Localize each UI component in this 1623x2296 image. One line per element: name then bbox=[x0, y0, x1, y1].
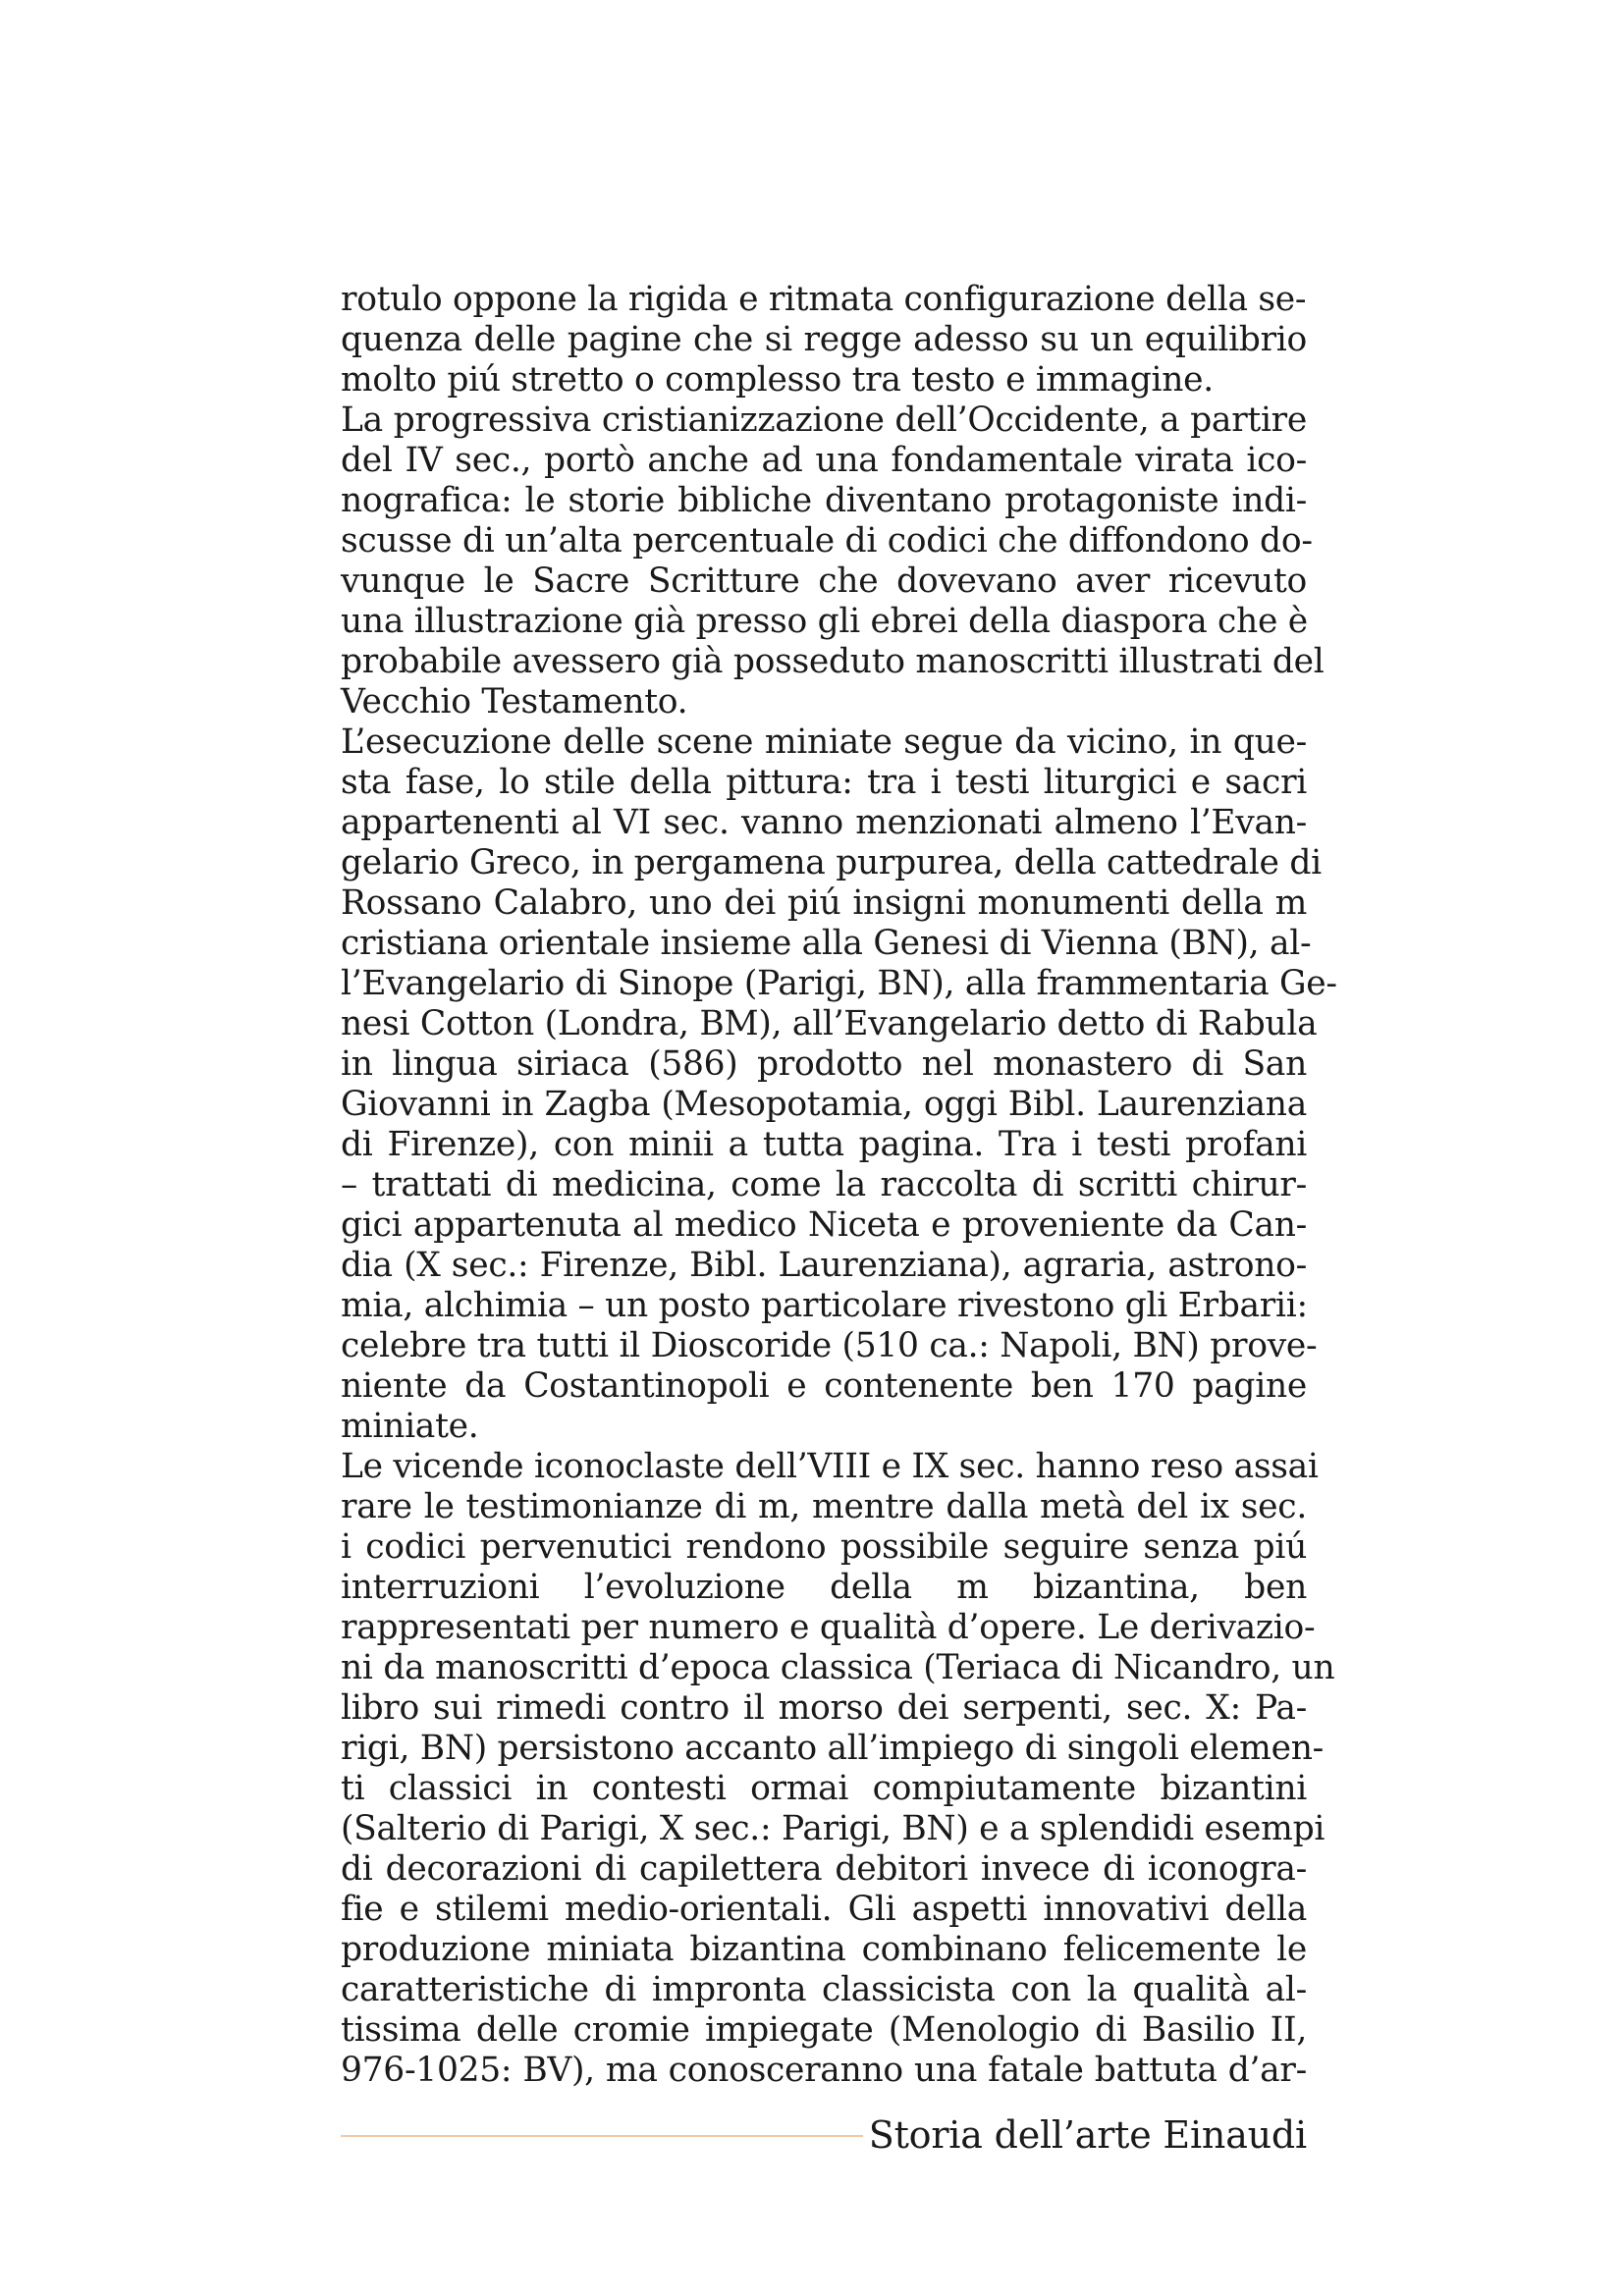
text-line-44: tissima delle cromie impiegate (Menologio di Basilio II, bbox=[341, 2010, 1307, 2050]
text-line-7: scusse di un’alta percentuale di codici che diffondono do- bbox=[341, 521, 1313, 561]
text-line-4: La progressiva cristianizzazione dell’Occidente, a partire bbox=[341, 400, 1307, 440]
text-line-36: libro sui rimedi contro il morso dei serpenti, sec. X: Pa- bbox=[341, 1688, 1307, 1728]
text-line-43: caratteristiche di impronta classicista con la qualità al- bbox=[341, 1970, 1307, 2009]
text-line-14: appartenenti al VI sec. vanno menzionati almeno l’Evan- bbox=[341, 803, 1307, 842]
body-text bbox=[341, 280, 1337, 2091]
text-line-26: mia, alchimia – un posto particolare rivestono gli Erbarii: bbox=[341, 1286, 1308, 1325]
text-line-23: – trattati di medicina, come la raccolta di scritti chirur- bbox=[341, 1165, 1307, 1204]
text-line-17: cristiana orientale insieme alla Genesi di Vienna (BN), al- bbox=[341, 924, 1312, 963]
text-line-5: del IV sec., portò anche ad una fondamentale virata ico- bbox=[341, 441, 1307, 480]
text-line-37: rigi, BN) persistono accanto all’impiego di singoli elemen- bbox=[341, 1729, 1324, 1768]
text-line-10: probabile avessero già posseduto manoscritti illustrati del bbox=[341, 642, 1325, 681]
text-line-21: Giovanni in Zagba (Mesopotamia, oggi Bibl. Laurenziana bbox=[341, 1085, 1307, 1124]
text-line-11: Vecchio Testamento. bbox=[341, 682, 688, 721]
text-line-40: di decorazioni di capilettera debitori invece di iconogra- bbox=[341, 1849, 1307, 1889]
text-line-31: rare le testimonianze di m, mentre dalla metà del ix sec. bbox=[341, 1487, 1307, 1526]
text-line-29: miniate. bbox=[341, 1407, 479, 1446]
text-line-18: l’Evangelario di Sinope (Parigi, BN), alla frammentaria Ge- bbox=[341, 964, 1337, 1003]
text-line-41: fie e stilemi medio-orientali. Gli aspetti innovativi della bbox=[341, 1890, 1307, 1929]
text-line-12: L’esecuzione delle scene miniate segue da vicino, in que- bbox=[341, 722, 1307, 762]
text-line-38: ti classici in contesti ormai compiutamente bizantini bbox=[341, 1769, 1307, 1808]
text-line-1: rotulo oppone la rigida e ritmata configurazione della se- bbox=[341, 280, 1307, 319]
text-line-32: i codici pervenutici rendono possibile seguire senza piú bbox=[341, 1527, 1307, 1567]
footer-rule bbox=[341, 2135, 863, 2137]
text-line-19: nesi Cotton (Londra, BM), all’Evangelario detto di Rabula bbox=[341, 1004, 1318, 1043]
text-line-30: Le vicende iconoclaste dell’VIII e IX sec. hanno reso assai bbox=[341, 1447, 1319, 1486]
text-line-2: quenza delle pagine che si regge adesso su un equilibrio bbox=[341, 320, 1307, 359]
text-line-34: rappresentati per numero e qualità d’opere. Le derivazio- bbox=[341, 1608, 1316, 1647]
text-line-8: vunque le Sacre Scritture che dovevano aver ricevuto bbox=[341, 561, 1307, 601]
text-line-45: 976-1025: BV), ma conosceranno una fatale battuta d’ar- bbox=[341, 2051, 1307, 2090]
text-line-24: gici appartenuta al medico Niceta e proveniente da Can- bbox=[341, 1205, 1307, 1245]
text-line-9: una illustrazione già presso gli ebrei della diaspora che è bbox=[341, 602, 1308, 641]
text-line-20: in lingua siriaca (586) prodotto nel monastero di San bbox=[341, 1044, 1307, 1084]
text-line-27: celebre tra tutti il Dioscoride (510 ca.: Napoli, BN) prove- bbox=[341, 1326, 1318, 1365]
text-line-15: gelario Greco, in pergamena purpurea, della cattedrale di bbox=[341, 843, 1322, 882]
text-line-16: Rossano Calabro, uno dei piú insigni monumenti della m bbox=[341, 883, 1307, 923]
text-line-13: sta fase, lo stile della pittura: tra i testi liturgici e sacri bbox=[341, 763, 1307, 802]
text-line-42: produzione miniata bizantina combinano felicemente le bbox=[341, 1930, 1307, 1969]
text-line-6: nografica: le storie bibliche diventano protagoniste indi- bbox=[341, 481, 1307, 520]
text-line-35: ni da manoscritti d’epoca classica (Teriaca di Nicandro, un bbox=[341, 1648, 1335, 1687]
text-line-28: niente da Costantinopoli e contenente ben 170 pagine bbox=[341, 1366, 1307, 1406]
text-line-3: molto piú stretto o complesso tra testo e immagine. bbox=[341, 360, 1214, 400]
text-line-22: di Firenze), con minii a tutta pagina. Tra i testi profani bbox=[341, 1125, 1307, 1164]
text-line-25: dia (X sec.: Firenze, Bibl. Laurenziana), agraria, astrono- bbox=[341, 1246, 1307, 1285]
text-line-33: interruzioni l’evoluzione della m bizantina, ben bbox=[341, 1568, 1307, 1607]
page-footer bbox=[341, 2110, 1307, 2160]
text-line-39: (Salterio di Parigi, X sec.: Parigi, BN) e a splendidi esempi bbox=[341, 1809, 1325, 1848]
footer-title: Storia dell’arte Einaudi bbox=[868, 2113, 1307, 2157]
